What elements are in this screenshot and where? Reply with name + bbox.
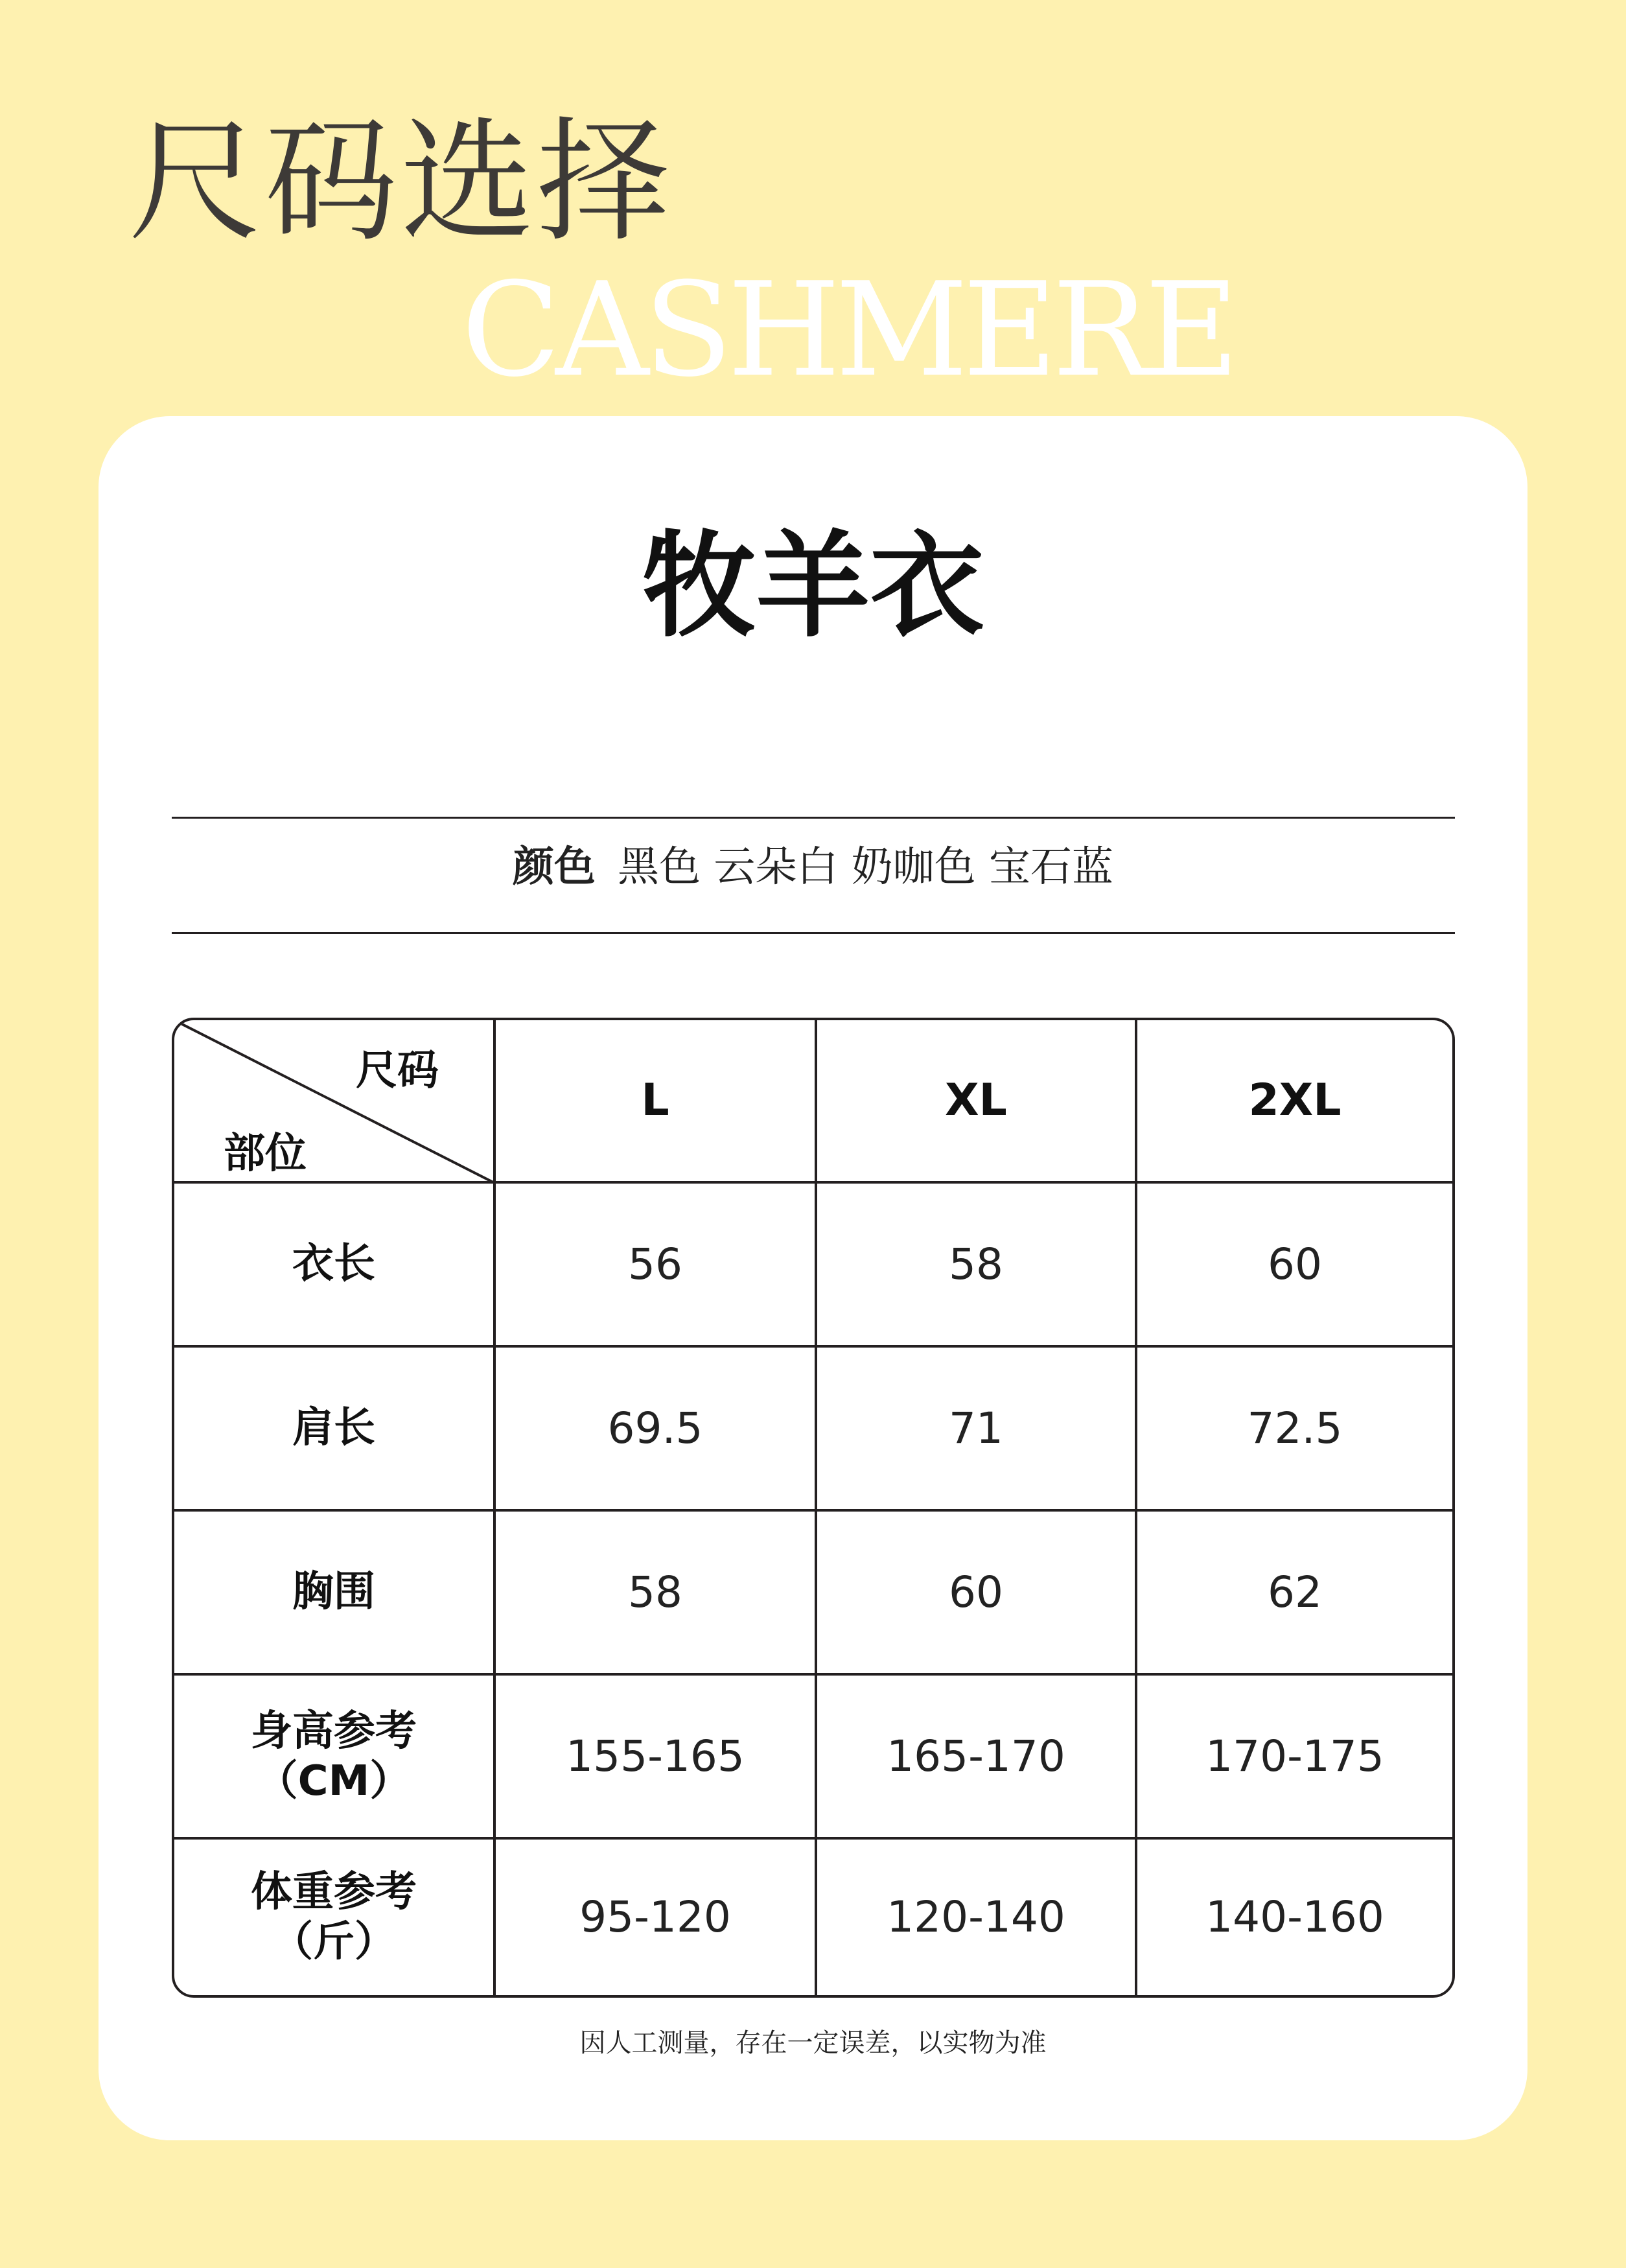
corner-part-label: 部位 xyxy=(224,1130,307,1178)
color-values: 黑色 云朵白 奶咖色 宝石蓝 xyxy=(617,843,1114,891)
row-header-shoulder xyxy=(174,1348,493,1509)
table-cell: 165-170 xyxy=(887,1731,1065,1781)
color-label: 颜色 xyxy=(512,843,596,891)
row-header-length xyxy=(174,1184,493,1345)
column-header-l: L xyxy=(641,1075,669,1127)
table-cell: 71 xyxy=(949,1403,1003,1453)
color-options xyxy=(99,843,1527,891)
measurement-note: 因人工测量，存在一定误差，以实物为准 xyxy=(579,2028,1047,2058)
page-title: 尺码选择 xyxy=(128,104,673,260)
table-cell: 58 xyxy=(949,1239,1003,1289)
table-cell: 72.5 xyxy=(1247,1403,1343,1453)
row-label: 肩长 xyxy=(292,1404,375,1453)
divider-bottom xyxy=(172,932,1455,934)
row-label: 体重参考 xyxy=(251,1868,417,1917)
row-label-unit: （CM） xyxy=(256,1757,412,1805)
row-label: 身高参考 xyxy=(251,1707,417,1755)
table-cell: 155-165 xyxy=(566,1731,745,1781)
divider-top xyxy=(172,817,1455,819)
table-cell: 95-120 xyxy=(579,1892,731,1943)
column-header-xl: XL xyxy=(945,1075,1007,1127)
table-cell: 62 xyxy=(1268,1567,1322,1617)
row-label-unit: （斤） xyxy=(272,1918,396,1966)
table-cell: 56 xyxy=(628,1239,682,1289)
size-card xyxy=(99,416,1527,2140)
table-cell: 58 xyxy=(628,1567,682,1617)
column-header-2xl: 2XL xyxy=(1248,1075,1341,1127)
table-cell: 69.5 xyxy=(607,1403,703,1453)
table-cell: 170-175 xyxy=(1205,1731,1384,1781)
table-cell: 120-140 xyxy=(887,1892,1065,1943)
row-header-weight-ref xyxy=(174,1840,493,1995)
row-label: 胸围 xyxy=(292,1568,375,1617)
corner-size-label: 尺码 xyxy=(356,1047,439,1095)
table-cell: 60 xyxy=(1268,1239,1322,1289)
row-header-height-ref xyxy=(174,1676,493,1837)
watermark-text: CASHMERE xyxy=(461,255,1235,406)
row-label: 衣长 xyxy=(292,1240,375,1289)
corner-diagonal-line xyxy=(174,1020,496,1184)
product-title: 牧羊衣 xyxy=(642,520,984,653)
table-cell: 60 xyxy=(949,1567,1003,1617)
row-header-chest xyxy=(174,1512,493,1673)
size-table xyxy=(172,1018,1455,1998)
table-cell: 140-160 xyxy=(1205,1892,1384,1943)
